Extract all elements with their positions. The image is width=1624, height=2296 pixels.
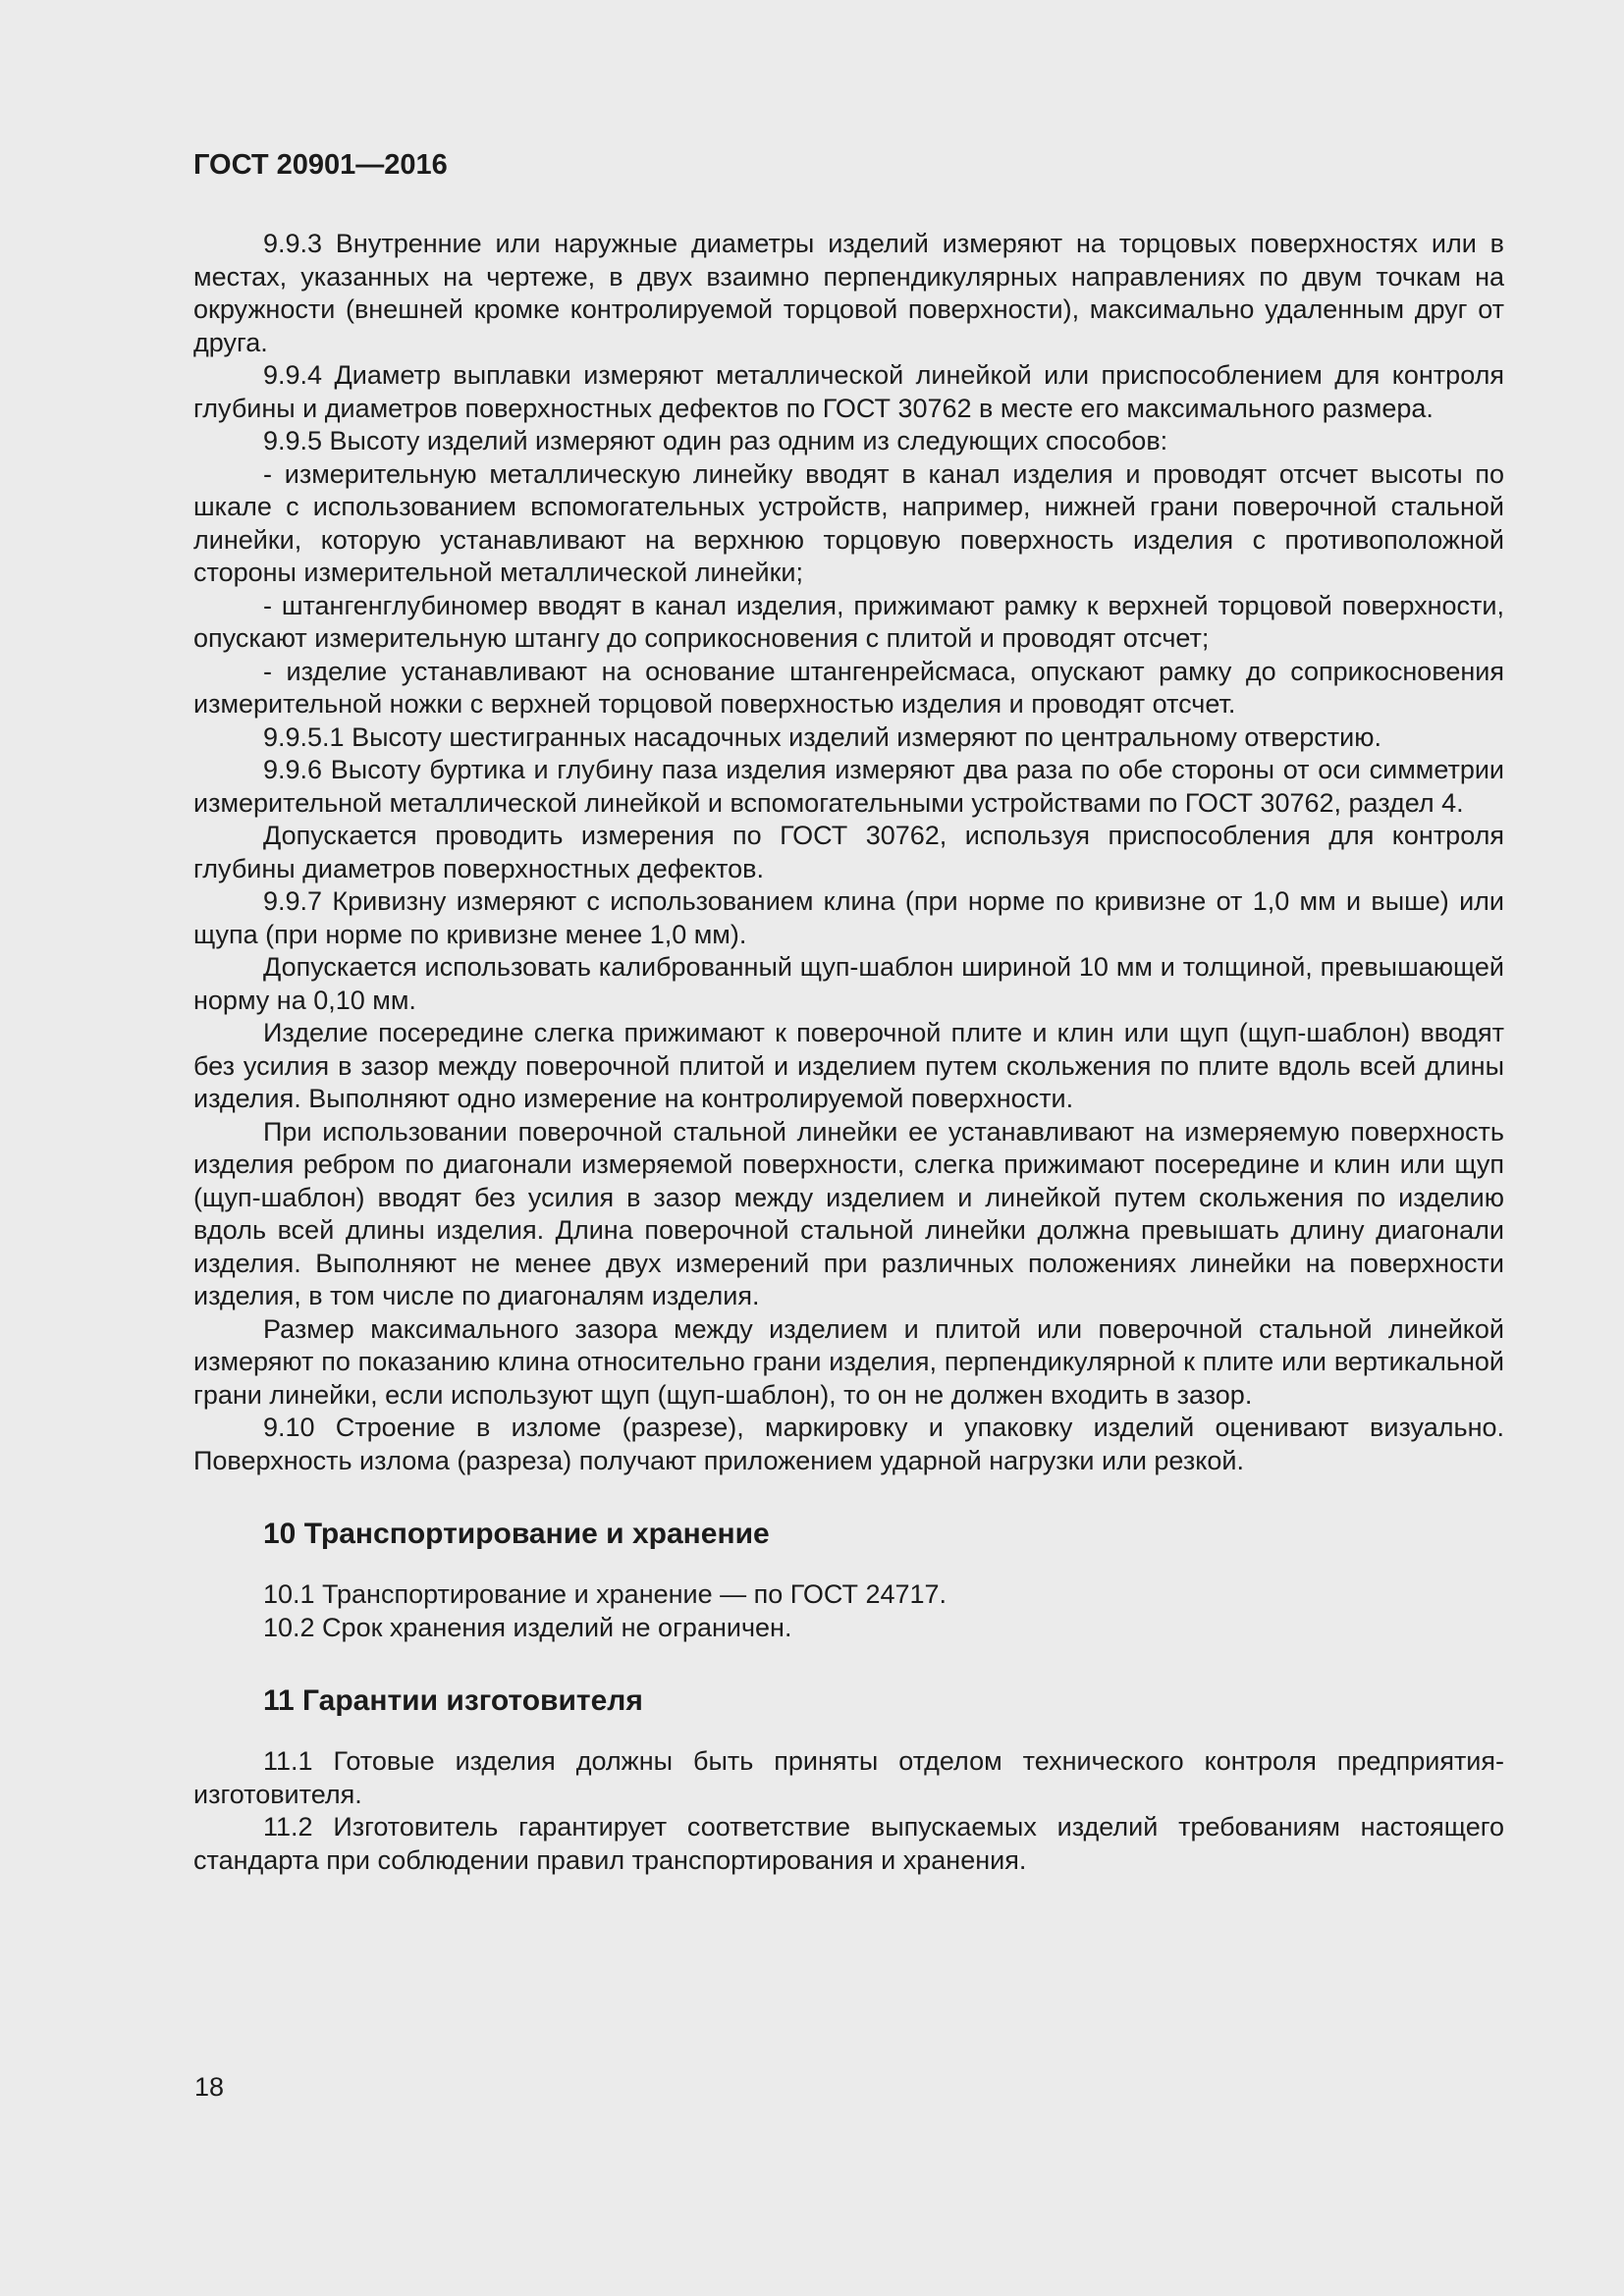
document-header: ГОСТ 20901—2016	[193, 149, 448, 181]
para-10-2: 10.2 Срок хранения изделий не ограничен.	[263, 1612, 792, 1642]
page-number: 18	[194, 2072, 225, 2102]
para-10-1: 10.1 Транспортирование и хранение — по ГОСТ 24717.	[263, 1579, 947, 1609]
section-11-heading: 11 Гарантии изготовителя	[263, 1684, 643, 1717]
para-9-9-5-1: 9.9.5.1 Высоту шестигранных насадочных изделий измеряют по центральному отверстию.	[263, 721, 1381, 752]
para-9-9-3: 9.9.3 Внутренние или наружные диаметры изделий измеряют на торцовых поверхностях или в местах, указанных на чертеже, в двух взаимно перпендикулярных направлениях по двум точкам на окружности (внешней кромке контролируемой торцовой поверхности), максимально удаленным друг от друга.	[193, 229, 1504, 357]
para-9-9-6-note: Допускается проводить измерения по ГОСТ 30762, используя приспособления для контроля глубины диаметров поверхностных дефектов.	[193, 821, 1504, 883]
para-gap-size: Размер максимального зазора между изделием и плитой или поверочной стальной линейкой измеряют по показанию клина относительно грани изделия, перпендикулярной к плите или вертикальной грани линейки, если используют щуп (щуп-шаблон), то он не должен входить в зазор.	[193, 1313, 1504, 1410]
section-10-heading: 10 Транспортирование и хранение	[263, 1518, 770, 1550]
para-9-9-4: 9.9.4 Диаметр выплавки измеряют металлической линейкой или приспособлением для контроля глубины и диаметров поверхностных дефектов по ГОСТ 30762 в месте его максимального размера.	[193, 360, 1504, 423]
page-content	[193, 149, 1504, 1877]
para-11-1: 11.1 Готовые изделия должны быть приняты отделом технического контроля предприятия-изготовителя.	[193, 1746, 1504, 1809]
list-item-depth-gauge: - штангенглубиномер вводят в канал изделия, прижимают рамку к верхней торцовой поверхности, опускают измерительную штангу до соприкосновения с плитой и проводят отсчет;	[193, 590, 1504, 653]
para-9-9-7: 9.9.7 Кривизну измеряют с использованием клина (при норме по кривизне от 1,0 мм и выше) или щупа (при норме по кривизне менее 1,0 мм).	[193, 886, 1504, 949]
para-9-10: 9.10 Строение в изломе (разрезе), маркировку и упаковку изделий оценивают визуально. Поверхность излома (разреза) получают приложением ударной нагрузки или резкой.	[193, 1413, 1504, 1475]
para-9-9-7-note: Допускается использовать калиброванный щуп-шаблон шириной 10 мм и толщиной, превышающей норму на 0,10 мм.	[193, 952, 1504, 1015]
section-9-body	[193, 228, 1504, 1477]
para-9-9-6: 9.9.6 Высоту буртика и глубину паза изделия измеряют два раза по обе стороны от оси симметрии измерительной металлической линейкой и вспомогательными устройствами по ГОСТ 30762, раздел 4.	[193, 755, 1504, 818]
list-item-ruler: - измерительную металлическую линейку вводят в канал изделия и проводят отсчет высоты по шкале с использованием вспомогательных устройств, например, нижней грани поверочной стальной линейки, которую устанавливают на верхнюю торцовую поверхность изделия с противоположной стороны измерительной металлической линейки;	[193, 458, 1504, 587]
list-item-height-gauge: - изделие устанавливают на основание штангенрейсмаса, опускают рамку до соприкосновения измерительной ножки с верхней торцовой поверхностью изделия и проводят отсчет.	[193, 656, 1504, 719]
para-9-9-5: 9.9.5 Высоту изделий измеряют один раз одним из следующих способов:	[263, 426, 1168, 455]
para-11-2: 11.2 Изготовитель гарантирует соответствие выпускаемых изделий требованиям настоящего стандарта при соблюдении правил транспортирования и хранения.	[193, 1812, 1504, 1875]
para-plate-measure: Изделие посередине слегка прижимают к поверочной плите и клин или щуп (щуп-шаблон) вводят без усилия в зазор между поверочной плитой и изделием путем скольжения по плите вдоль всей длины изделия. Выполняют одно измерение на контролируемой поверхности.	[193, 1018, 1504, 1113]
para-ruler-measure: При использовании поверочной стальной линейки ее устанавливают на измеряемую поверхность изделия ребром по диагонали измеряемой поверхности, слегка прижимают посередине и клин или щуп (щуп-шаблон) вводят без усилия в зазор между изделием и линейкой путем скольжения по изделию вдоль всей длины изделия. Длина поверочной стальной линейки должна превышать длину диагонали изделия. Выполняют не менее двух измерений при различных положениях линейки на поверхности изделия, в том числе по диагоналям изделия.	[193, 1116, 1504, 1310]
